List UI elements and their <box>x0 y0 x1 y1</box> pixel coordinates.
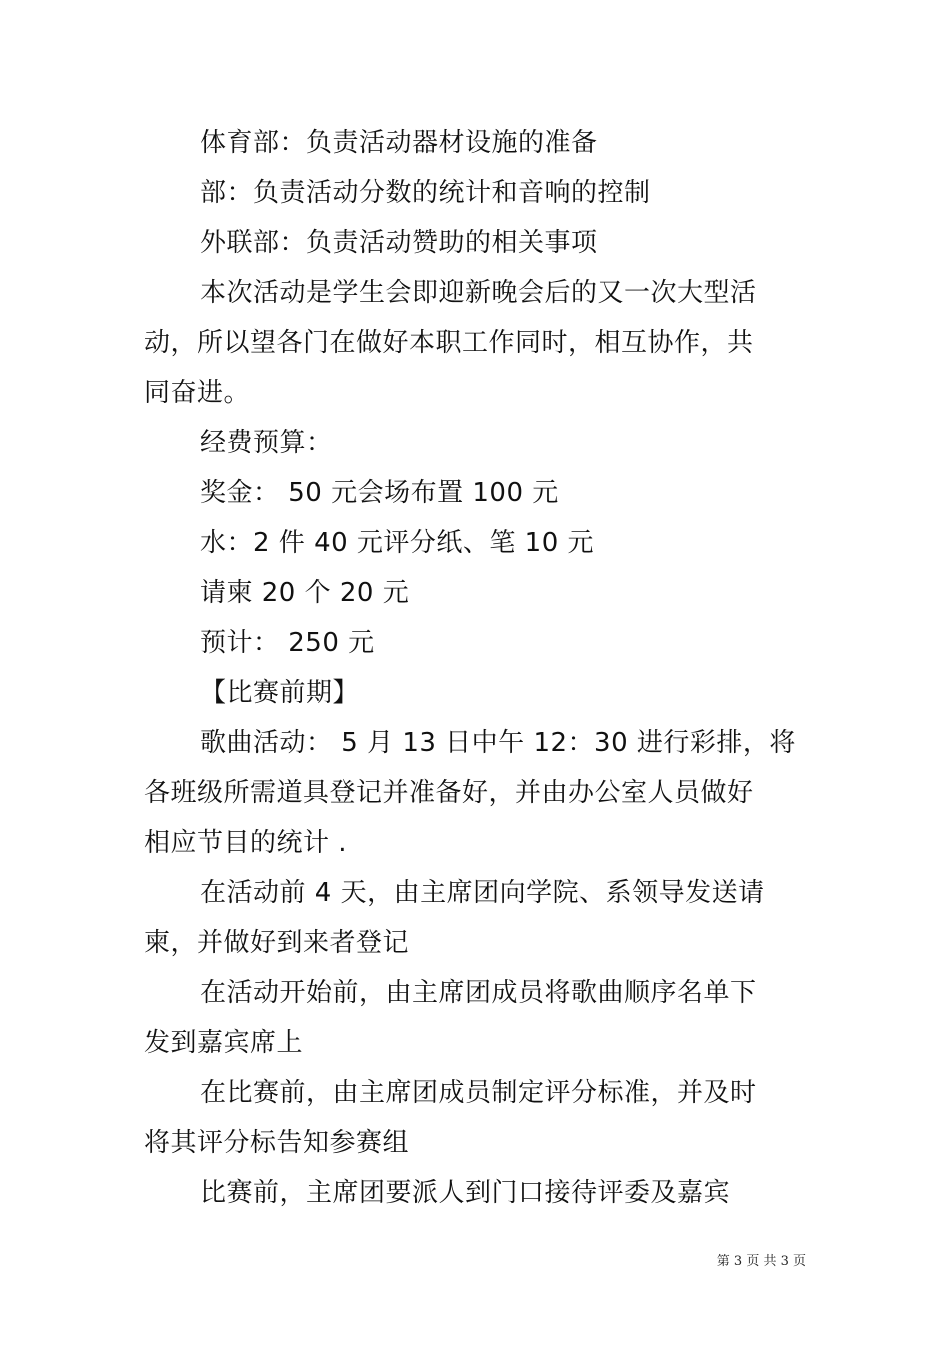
paragraph-line: 同奋进。 <box>144 378 251 408</box>
paragraph-line: 动，所以望各门在做好本职工作同时，相互协作，共 <box>144 328 754 358</box>
paragraph-line: 在活动前 4 天，由主席团向学院、系领导发送请 <box>200 878 765 908</box>
budget-line: 奖金： 50 元会场布置 100 元 <box>200 478 559 508</box>
paragraph-line: 各班级所需道具登记并准备好，并由办公室人员做好 <box>144 778 754 808</box>
budget-line: 水：2 件 40 元评分纸、笔 10 元 <box>200 528 595 558</box>
paragraph-line: 将其评分标告知参赛组 <box>144 1128 410 1158</box>
paragraph-line: 发到嘉宾席上 <box>144 1028 304 1058</box>
budget-line: 请柬 20 个 20 元 <box>200 578 410 608</box>
paragraph-line: 本次活动是学生会即迎新晚会后的又一次大型活 <box>200 278 757 308</box>
paragraph-line: 体育部：负责活动器材设施的准备 <box>200 128 598 158</box>
document-body <box>144 118 804 1218</box>
paragraph-line: 部：负责活动分数的统计和音响的控制 <box>200 178 651 208</box>
section-heading: 【比赛前期】 <box>200 678 360 708</box>
paragraph-line: 在比赛前，由主席团成员制定评分标准，并及时 <box>200 1078 757 1108</box>
paragraph-line: 歌曲活动： 5 月 13 日中午 12：30 进行彩排，将 <box>200 728 796 758</box>
paragraph-line: 比赛前，主席团要派人到门口接待评委及嘉宾 <box>200 1178 731 1208</box>
paragraph-line: 柬，并做好到来者登记 <box>144 928 410 958</box>
page-number: 第 3 页 共 3 页 <box>716 1254 806 1269</box>
paragraph-line: 在活动开始前，由主席团成员将歌曲顺序名单下 <box>200 978 757 1008</box>
paragraph-line: 经费预算： <box>200 428 333 458</box>
paragraph-line: 相应节目的统计 . <box>144 828 348 858</box>
budget-total-line: 预计： 250 元 <box>200 628 375 658</box>
paragraph-line: 外联部：负责活动赞助的相关事项 <box>200 228 598 258</box>
